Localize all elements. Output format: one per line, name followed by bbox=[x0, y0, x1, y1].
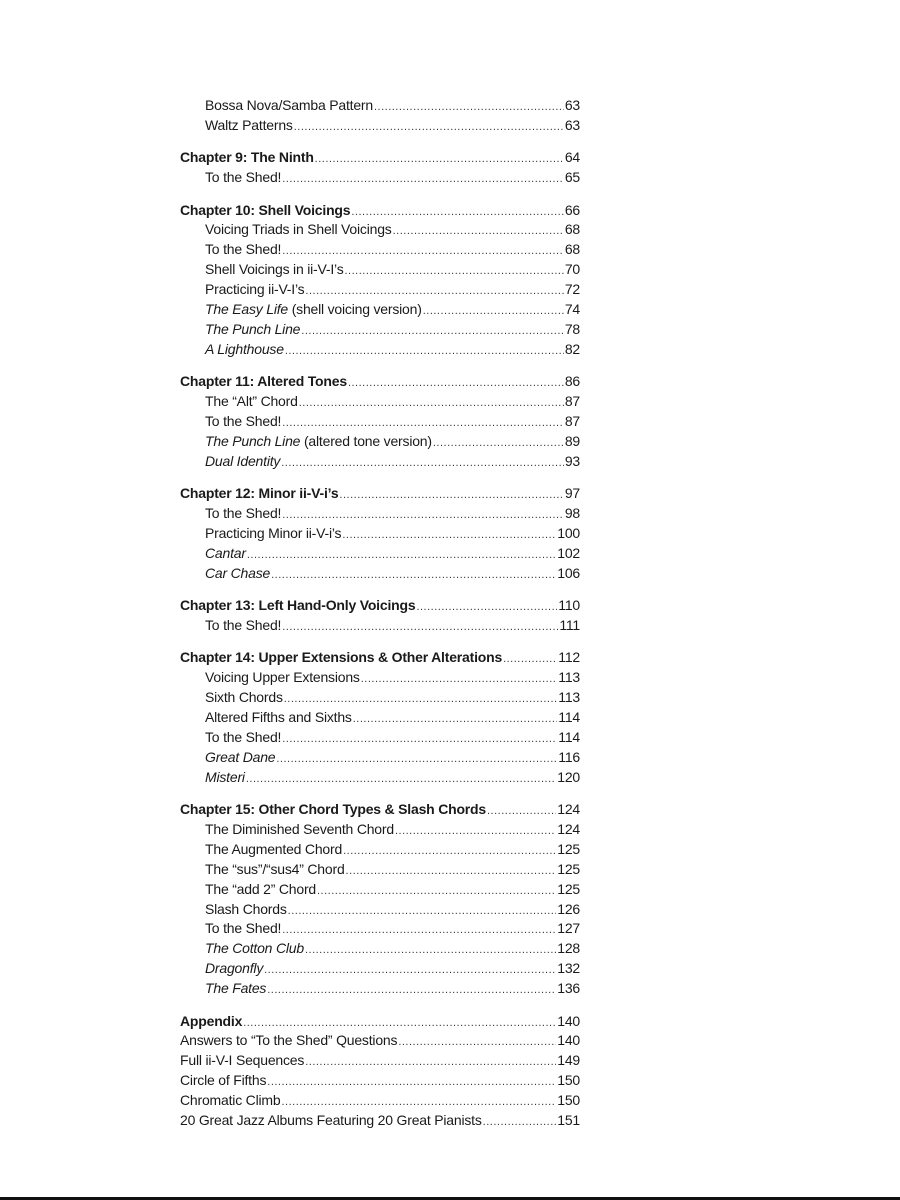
toc-page-number: 86 bbox=[564, 373, 580, 390]
dot-leader bbox=[423, 302, 564, 322]
toc-entry bbox=[180, 260, 580, 280]
toc-page-number: 114 bbox=[558, 709, 580, 726]
toc-entry-title-text: Answers to “To the Shed” Questions bbox=[180, 1032, 398, 1049]
toc-page-number: 151 bbox=[557, 1111, 580, 1128]
toc-entry bbox=[180, 668, 580, 688]
toc-entry bbox=[180, 220, 580, 240]
toc-entry-title-text: The Punch Line bbox=[205, 320, 301, 337]
dot-leader bbox=[416, 598, 557, 618]
toc-entry-title bbox=[205, 260, 344, 280]
toc-entry-title bbox=[180, 648, 502, 668]
toc-entry-title bbox=[205, 748, 275, 768]
toc-entry-title bbox=[205, 240, 281, 260]
toc-entry-title-text: Chapter 9: The Ninth bbox=[180, 149, 314, 166]
toc-entry bbox=[180, 280, 580, 300]
toc-page-number: 65 bbox=[564, 169, 580, 186]
toc-entry-title-suffix: (altered tone version) bbox=[300, 432, 432, 449]
toc-entry-title-text: The Augmented Chord bbox=[205, 840, 343, 857]
toc-page-number: 98 bbox=[564, 505, 580, 522]
toc-entry-title bbox=[205, 919, 281, 939]
toc-entry bbox=[180, 616, 580, 636]
toc-entry-title-text: Practicing Minor ii-V-i’s bbox=[205, 524, 342, 541]
dot-leader bbox=[282, 921, 556, 941]
toc-entry-title-text: To the Shed! bbox=[205, 728, 282, 745]
toc-entry bbox=[180, 840, 580, 860]
toc-entry bbox=[180, 564, 580, 584]
toc-page-number: 106 bbox=[557, 564, 580, 581]
toc-entry bbox=[180, 300, 580, 320]
toc-entry-title-text: The “add 2” Chord bbox=[205, 880, 316, 897]
toc-entry-title bbox=[205, 340, 284, 360]
toc-entry-title bbox=[205, 768, 245, 788]
toc-page-number: 128 bbox=[557, 940, 580, 957]
toc-entry-title-text: Altered Fifths and Sixths bbox=[205, 709, 352, 726]
toc-entry-title-text: Car Chase bbox=[205, 564, 271, 581]
toc-page-number: 63 bbox=[564, 116, 580, 133]
toc-entry-title bbox=[205, 900, 287, 920]
toc-entry-title bbox=[180, 1111, 482, 1131]
toc-entry-title bbox=[180, 484, 338, 504]
toc-entry bbox=[180, 544, 580, 564]
toc-entry bbox=[180, 240, 580, 260]
toc-entry bbox=[180, 524, 580, 544]
toc-entry-title bbox=[205, 544, 246, 564]
toc-entry-title-text: To the Shed! bbox=[205, 505, 282, 522]
toc-entry-title bbox=[205, 452, 280, 472]
toc-entry bbox=[180, 939, 580, 959]
toc-page-number: 63 bbox=[564, 97, 580, 113]
toc-entry-title bbox=[205, 392, 298, 412]
toc-entry bbox=[180, 959, 580, 979]
toc-entry-title bbox=[205, 280, 304, 300]
toc-page-number: 124 bbox=[557, 801, 580, 818]
dot-leader bbox=[346, 862, 557, 882]
toc-page-number: 150 bbox=[557, 1092, 580, 1109]
toc-entry-title-text: Chromatic Climb bbox=[180, 1092, 281, 1109]
toc-entry-title-text: The Cotton Club bbox=[205, 940, 304, 957]
toc-entry-title bbox=[205, 412, 281, 432]
toc-entry bbox=[180, 392, 580, 412]
toc-entry-title-text: 20 Great Jazz Albums Featuring 20 Great Pianists bbox=[180, 1111, 482, 1128]
toc-entry-title-text: The “Alt” Chord bbox=[205, 393, 298, 410]
toc-entry-title bbox=[205, 979, 266, 999]
toc-page-number: 66 bbox=[564, 201, 580, 218]
toc-entry bbox=[180, 1051, 580, 1071]
dot-leader bbox=[343, 842, 556, 862]
toc-entry bbox=[180, 900, 580, 920]
toc-entry-title-text: Full ii-V-I Sequences bbox=[180, 1052, 305, 1069]
toc-entry-title-text: Chapter 15: Other Chord Types & Slash Chords bbox=[180, 801, 486, 818]
toc-entry-title-text: Chapter 10: Shell Voicings bbox=[180, 201, 351, 218]
dot-leader bbox=[483, 1113, 557, 1133]
table-of-contents bbox=[180, 96, 580, 1131]
toc-entry-title bbox=[205, 840, 342, 860]
toc-page-number: 110 bbox=[558, 597, 580, 614]
toc-page-number: 89 bbox=[564, 432, 580, 449]
toc-entry-title-text: Appendix bbox=[180, 1012, 243, 1029]
toc-entry-title bbox=[205, 300, 422, 320]
toc-entry bbox=[180, 979, 580, 999]
toc-entry bbox=[180, 820, 580, 840]
toc-chapter-heading bbox=[180, 800, 580, 820]
dot-leader bbox=[301, 322, 564, 342]
toc-entry-title bbox=[205, 116, 293, 136]
dot-leader bbox=[281, 454, 564, 474]
toc-chapter-heading bbox=[180, 372, 580, 392]
dot-leader bbox=[393, 222, 564, 242]
toc-entry bbox=[180, 1071, 580, 1091]
toc-page-number: 126 bbox=[557, 900, 580, 917]
dot-leader bbox=[433, 434, 564, 454]
toc-entry-title-text: To the Shed! bbox=[205, 616, 282, 633]
toc-entry-title-text: Circle of Fifths bbox=[180, 1072, 267, 1089]
toc-entry-title-text: Slash Chords bbox=[205, 900, 287, 917]
toc-entry-title-text: The Fates bbox=[205, 980, 267, 997]
toc-page-number: 136 bbox=[557, 980, 580, 997]
toc-entry-title bbox=[205, 708, 352, 728]
toc-chapter-heading bbox=[180, 484, 580, 504]
toc-entry-title-text: Chapter 11: Altered Tones bbox=[180, 373, 347, 390]
dot-leader bbox=[503, 650, 557, 670]
dot-leader bbox=[487, 802, 556, 822]
dot-leader bbox=[267, 981, 556, 1001]
toc-entry-title bbox=[180, 1012, 242, 1032]
toc-entry-title bbox=[205, 168, 281, 188]
toc-entry-title bbox=[205, 860, 345, 880]
toc-entry bbox=[180, 340, 580, 360]
toc-entry-title-text: A Lighthouse bbox=[205, 340, 284, 357]
toc-entry-title bbox=[205, 616, 281, 636]
toc-entry bbox=[180, 880, 580, 900]
dot-leader bbox=[294, 118, 564, 138]
toc-entry-title-text: The “sus”/“sus4” Chord bbox=[205, 860, 345, 877]
toc-entry-title bbox=[205, 320, 300, 340]
toc-entry-title bbox=[180, 1091, 280, 1111]
toc-entry bbox=[180, 860, 580, 880]
toc-entry-title bbox=[205, 220, 392, 240]
toc-entry-title-text: Misteri bbox=[205, 768, 245, 785]
toc-entry bbox=[180, 504, 580, 524]
toc-entry-title bbox=[180, 1031, 397, 1051]
toc-entry-title-text: The Easy Life bbox=[205, 301, 288, 318]
toc-entry bbox=[180, 320, 580, 340]
toc-entry-title-text: To the Shed! bbox=[205, 169, 282, 186]
toc-entry-title bbox=[180, 596, 415, 616]
dot-leader bbox=[395, 822, 556, 842]
toc-entry-title-text: Great Dane bbox=[205, 748, 276, 765]
toc-page-number: 124 bbox=[557, 821, 580, 837]
toc-entry bbox=[180, 116, 580, 136]
toc-page-number: 68 bbox=[564, 221, 580, 238]
toc-entry bbox=[180, 432, 580, 452]
toc-entry-title bbox=[205, 96, 373, 116]
toc-entry-title bbox=[180, 1051, 304, 1071]
toc-entry-title-text: Practicing ii-V-I’s bbox=[205, 281, 305, 298]
toc-entry-title-text: Chapter 12: Minor ii-V-i’s bbox=[180, 485, 339, 502]
toc-entry-title bbox=[205, 504, 281, 524]
toc-entry bbox=[180, 708, 580, 728]
toc-entry-title-text: Waltz Patterns bbox=[205, 116, 293, 133]
toc-entry-title-text: The Punch Line bbox=[205, 432, 301, 449]
toc-entry-title bbox=[180, 201, 350, 221]
toc-chapter-heading bbox=[180, 648, 580, 668]
toc-page-number: 116 bbox=[558, 748, 580, 765]
toc-page-number: 113 bbox=[558, 689, 580, 706]
dot-leader bbox=[246, 770, 556, 790]
toc-page-number: 87 bbox=[564, 393, 580, 410]
toc-entry-title bbox=[205, 564, 270, 584]
dot-leader bbox=[264, 961, 556, 981]
toc-chapter-heading bbox=[180, 1012, 580, 1032]
toc-chapter-heading bbox=[180, 596, 580, 616]
toc-entry-title-text: Sixth Chords bbox=[205, 689, 283, 706]
toc-entry-title bbox=[205, 939, 304, 959]
toc-entry-title-text: To the Shed! bbox=[205, 920, 282, 937]
toc-page-number: 102 bbox=[557, 544, 580, 561]
dot-leader bbox=[305, 941, 556, 961]
toc-entry bbox=[180, 1111, 580, 1131]
toc-entry bbox=[180, 728, 580, 748]
toc-entry bbox=[180, 688, 580, 708]
toc-chapter-heading bbox=[180, 201, 580, 221]
dot-leader bbox=[288, 902, 557, 922]
toc-page-number: 112 bbox=[558, 649, 580, 666]
toc-entry bbox=[180, 748, 580, 768]
toc-entry bbox=[180, 412, 580, 432]
toc-entry-title bbox=[205, 728, 281, 748]
toc-page-number: 82 bbox=[564, 340, 580, 357]
toc-entry-title bbox=[180, 148, 314, 168]
dot-leader bbox=[342, 526, 556, 546]
toc-entry-title-text: Dual Identity bbox=[205, 452, 281, 469]
toc-entry-title-text: Dragonfly bbox=[205, 960, 264, 977]
dot-leader bbox=[282, 170, 564, 190]
toc-entry bbox=[180, 1031, 580, 1051]
toc-page-number: 70 bbox=[564, 261, 580, 278]
dot-leader bbox=[374, 98, 564, 118]
toc-entry-title-text: To the Shed! bbox=[205, 412, 282, 429]
toc-page-number: 125 bbox=[557, 860, 580, 877]
toc-entry-title bbox=[180, 372, 347, 392]
dot-leader bbox=[285, 342, 564, 362]
toc-page-number: 93 bbox=[564, 452, 580, 469]
toc-entry bbox=[180, 919, 580, 939]
toc-page-number: 125 bbox=[557, 880, 580, 897]
toc-page-number: 150 bbox=[557, 1072, 580, 1089]
toc-page-number: 111 bbox=[559, 616, 580, 633]
toc-page-number: 74 bbox=[564, 301, 580, 318]
toc-entry-title-text: Voicing Upper Extensions bbox=[205, 669, 360, 686]
toc-page-number: 140 bbox=[557, 1032, 580, 1049]
toc-entry-title bbox=[205, 959, 263, 979]
toc-entry-title-text: The Diminished Seventh Chord bbox=[205, 821, 394, 837]
toc-page-number: 97 bbox=[564, 485, 580, 502]
toc-page-number: 100 bbox=[557, 524, 580, 541]
dot-leader bbox=[247, 546, 556, 566]
dot-leader bbox=[353, 710, 558, 730]
dot-leader bbox=[317, 882, 556, 902]
toc-entry bbox=[180, 768, 580, 788]
toc-entry-title bbox=[205, 880, 316, 900]
toc-entry-title bbox=[180, 1071, 266, 1091]
toc-entry-title-text: Chapter 13: Left Hand-Only Voicings bbox=[180, 597, 416, 614]
toc-entry-title bbox=[180, 800, 486, 820]
toc-page-number: 120 bbox=[557, 768, 580, 785]
dot-leader bbox=[282, 730, 557, 750]
dot-leader bbox=[299, 394, 564, 414]
toc-page-number: 68 bbox=[564, 241, 580, 258]
toc-page-number: 127 bbox=[557, 920, 580, 937]
dot-leader bbox=[315, 150, 564, 170]
toc-entry bbox=[180, 168, 580, 188]
toc-entry-title-text: Cantar bbox=[205, 544, 246, 561]
toc-entry-title bbox=[205, 820, 394, 840]
dot-leader bbox=[267, 1073, 556, 1093]
toc-page-number: 125 bbox=[557, 840, 580, 857]
toc-page-number: 78 bbox=[564, 320, 580, 337]
toc-entry-title-text: Chapter 14: Upper Extensions & Other Alterations bbox=[180, 649, 503, 666]
dot-leader bbox=[348, 374, 564, 394]
toc-entry-title-text: Bossa Nova/Samba Pattern bbox=[205, 97, 373, 113]
toc-page-number: 64 bbox=[564, 149, 580, 166]
dot-leader bbox=[276, 750, 557, 770]
toc-page-number: 132 bbox=[557, 960, 580, 977]
toc-entry bbox=[180, 96, 580, 116]
toc-chapter-heading bbox=[180, 148, 580, 168]
dot-leader bbox=[282, 618, 558, 638]
dot-leader bbox=[361, 670, 558, 690]
toc-entry-title bbox=[205, 432, 432, 452]
toc-entry-title bbox=[205, 668, 360, 688]
toc-entry-title bbox=[205, 688, 283, 708]
dot-leader bbox=[271, 566, 556, 586]
toc-entry bbox=[180, 452, 580, 472]
toc-page-number: 114 bbox=[558, 728, 580, 745]
toc-page-number: 72 bbox=[564, 281, 580, 298]
dot-leader bbox=[339, 486, 563, 506]
toc-entry-title-suffix: (shell voicing version) bbox=[288, 301, 422, 318]
dot-leader bbox=[345, 262, 564, 282]
toc-page-number: 149 bbox=[557, 1052, 580, 1069]
toc-entry-title-text: To the Shed! bbox=[205, 241, 282, 258]
toc-entry-title-text: Shell Voicings in ii-V-I’s bbox=[205, 261, 344, 278]
toc-page-number: 113 bbox=[558, 669, 580, 686]
dot-leader bbox=[398, 1033, 556, 1053]
toc-page-number: 87 bbox=[564, 412, 580, 429]
toc-entry-title-text: Voicing Triads in Shell Voicings bbox=[205, 221, 392, 238]
dot-leader bbox=[305, 1053, 556, 1073]
toc-entry bbox=[180, 1091, 580, 1111]
toc-page-number: 140 bbox=[557, 1012, 580, 1029]
toc-entry-title bbox=[205, 524, 341, 544]
